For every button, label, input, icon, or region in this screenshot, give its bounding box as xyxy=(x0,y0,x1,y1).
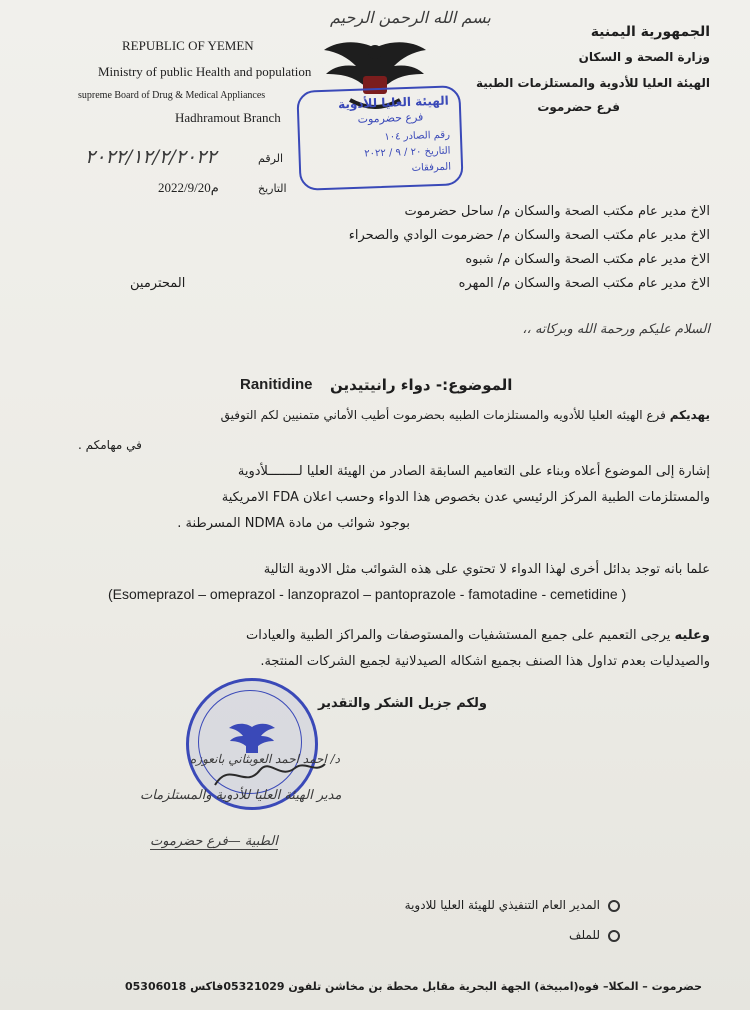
thanks-line: ولكم جزيل الشكر والتقدير xyxy=(318,696,488,711)
recipient-1: الاخ مدير عام مكتب الصحة والسكان م/ ساحل حضرموت xyxy=(404,204,710,219)
para2-line1: إشارة إلى الموضوع أعلاه وبناء على التعاميم السابقة الصادر من الهيئة العليا لــــــــلأدوية xyxy=(237,464,710,479)
header-ar-board: الهيئة العليا للأدوية والمستلزمات الطبية xyxy=(475,76,710,90)
signatory-name: د/ احمد احمد العوبثاني بانعوزه xyxy=(190,752,340,766)
subject-drug: Ranitidine xyxy=(240,376,313,393)
header-en-republic: REPUBLIC OF YEMEN xyxy=(122,38,254,53)
header-en-branch: Hadhramout Branch xyxy=(175,110,281,125)
date-label: التاريخ xyxy=(258,182,287,195)
para1-line2: في مهامكم . xyxy=(78,438,142,452)
subject-label: الموضوع:- دواء رانيتيدين xyxy=(330,376,513,394)
para4-line2: والصيدليات بعدم تداول هذا الصنف بجميع اشكاله الصيدلانية لجميع الشركات المنتجة. xyxy=(260,654,710,669)
para1-line1: فرع الهيئه العليا للأدويه والمستلزمات الطبيه بحضرموت أطيب الأماني متمنيين لكم التوفيق xyxy=(220,408,666,422)
copy-1: المدير العام التنفيذي للهيئة العليا للادوية xyxy=(405,898,620,912)
footer-address: حضرموت – المكلا– فوه(امبيخة) الجهة البحرية مقابل محطة بن مخاشن تلفون 05321029فاكس 05306018 xyxy=(125,980,702,993)
date-value: 2022/9/20م xyxy=(158,180,219,195)
stamp-line-1: الهيئة العليا للأدوية xyxy=(337,93,449,112)
header-ar-ministry: وزارة الصحة و السكان xyxy=(578,50,710,64)
para2-line3: بوجود شوائب من مادة NDMA المسرطنة . xyxy=(177,516,410,531)
copy-2: للملف xyxy=(569,928,620,942)
signatory-title-1: مدير الهيئة العليا للأدوية والمستلزمات xyxy=(140,788,342,803)
para3-line1: علما بانه توجد بدائل أخرى لهذا الدواء لا تحتوي على هذه الشوائب مثل الادوية التالية xyxy=(263,562,710,577)
respected-label: المحترمين xyxy=(130,276,186,291)
header-ar-branch: فرع حضرموت xyxy=(537,100,620,114)
greeting: السلام عليكم ورحمة الله وبركاته ،، xyxy=(522,322,710,337)
bullet-icon xyxy=(608,900,620,912)
ref-label: الرقم xyxy=(258,152,284,165)
stamp-line-3: رقم الصادر ١٠٤ xyxy=(384,129,451,143)
stamp-line-2: فرع حضرموت xyxy=(357,110,424,126)
para4-line1: يرجى التعميم على جميع المستشفيات والمستوصفات والمراكز الطبية والعيادات xyxy=(245,628,671,643)
para2-line2: والمستلزمات الطبية المركز الرئيسي عدن بخصوص هذا الدواء وحسب اعلان FDA الامريكية xyxy=(221,490,710,505)
recipient-4: الاخ مدير عام مكتب الصحة والسكان م/ المهره xyxy=(458,276,710,291)
bullet-icon xyxy=(608,930,620,942)
para1-lead: يهديكم xyxy=(669,408,710,422)
recipient-2: الاخ مدير عام مكتب الصحة والسكان م/ حضرموت الوادي والصحراء xyxy=(348,228,710,243)
signatory-title-2: الطبية —فرع حضرموت xyxy=(150,834,278,849)
recipient-3: الاخ مدير عام مكتب الصحة والسكان م/ شبوه xyxy=(465,252,710,267)
para4-lead: وعليه xyxy=(674,628,710,643)
stamp-line-5: المرفقات xyxy=(411,161,452,174)
header-en-board: supreme Board of Drug & Medical Appliances xyxy=(78,90,266,101)
basmala: بسم الله الرحمن الرحيم xyxy=(330,8,491,27)
incoming-stamp xyxy=(296,85,463,191)
stamp-line-4: التاريخ ٢٠ / ٩ / ٢٠٢٢ xyxy=(364,145,451,160)
para3-alternatives: (Esomeprazol – omeprazol - lanzoprazol – pantoprazole - famotadine - cemetidine ) xyxy=(108,586,627,602)
header-en-ministry: Ministry of public Health and population xyxy=(98,64,312,79)
ref-number: ٢٠٢٢/١٢/٢/٢٠٢٢ xyxy=(85,146,217,168)
header-ar-republic: الجمهورية اليمنية xyxy=(590,24,710,40)
